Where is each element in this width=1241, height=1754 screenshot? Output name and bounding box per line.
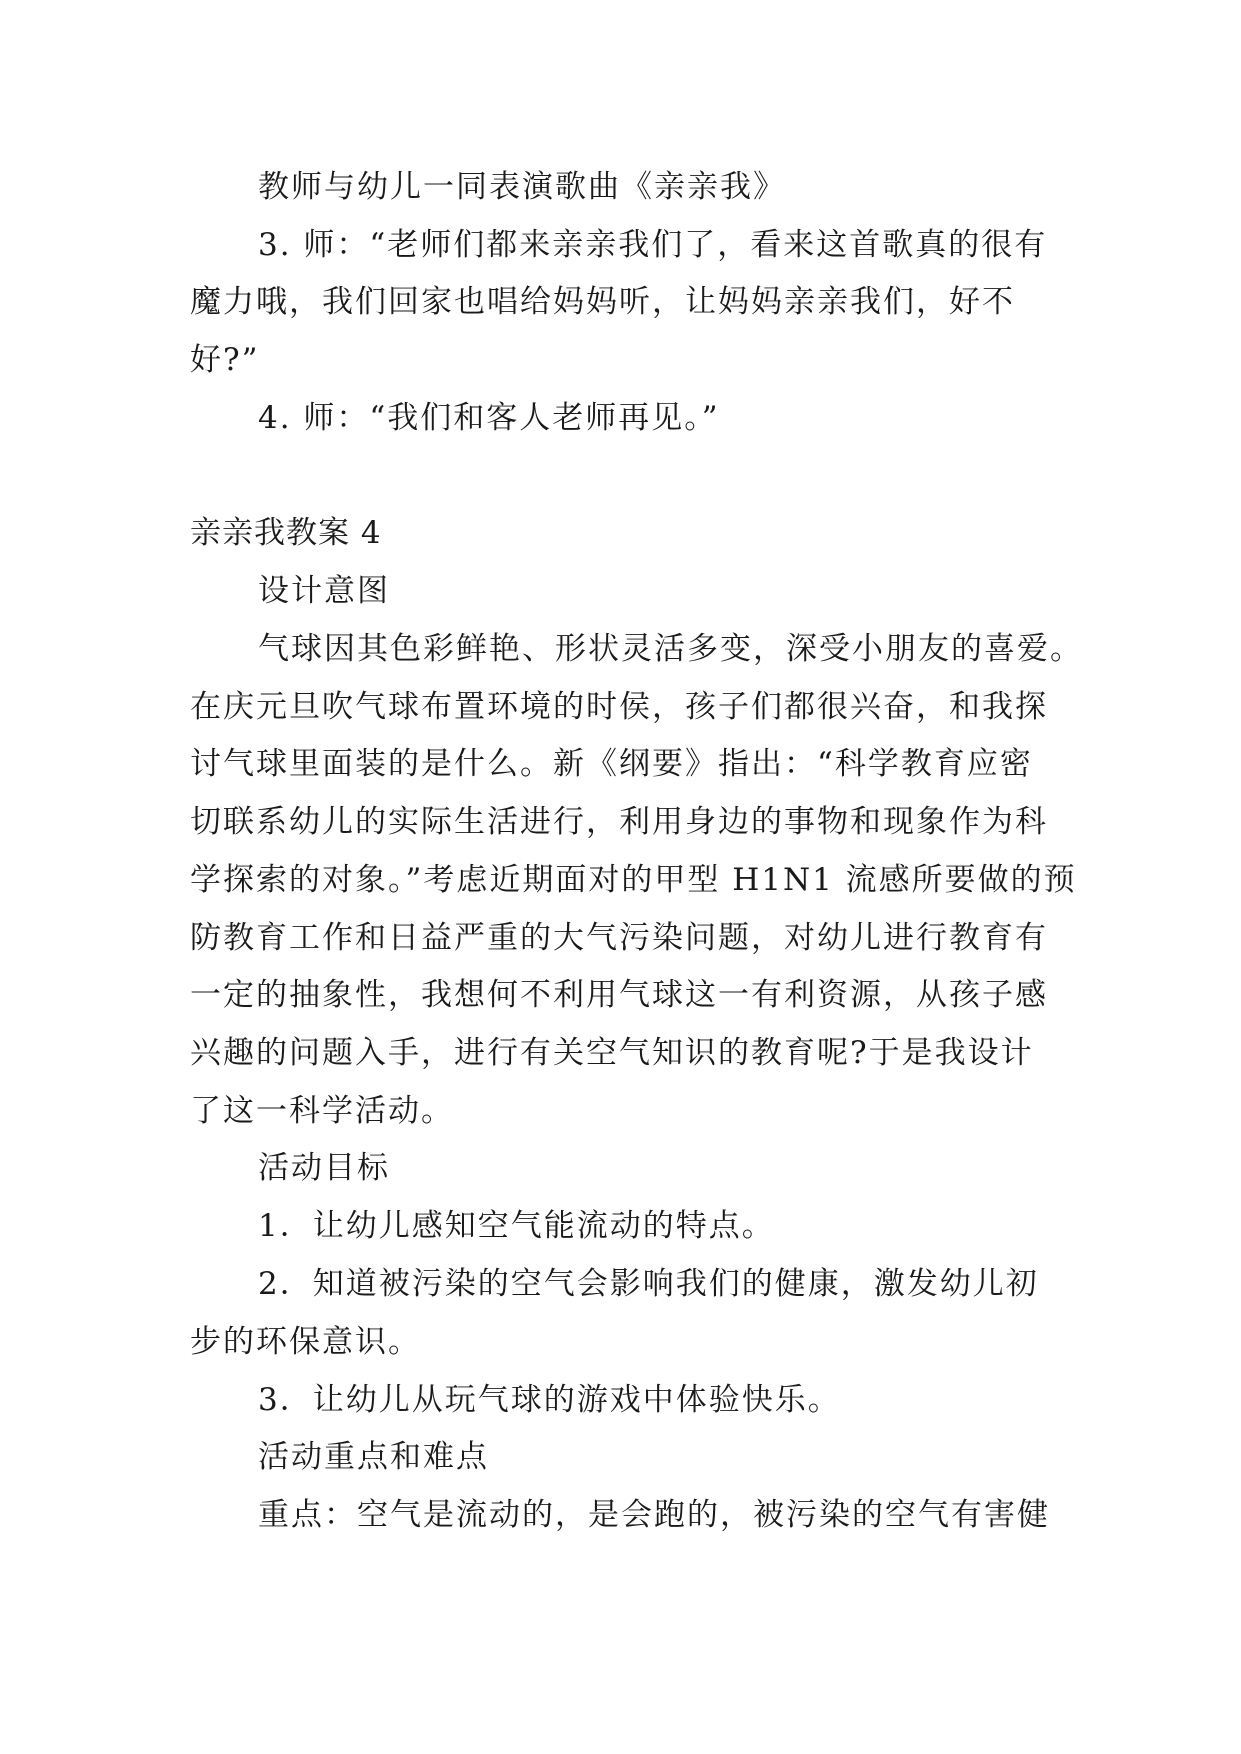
text-line: 3．让幼儿从玩气球的游戏中体验快乐。 bbox=[258, 1382, 841, 1418]
text-line: 气球因其色彩鲜艳、形状灵活多变，深受小朋友的喜爱。 bbox=[258, 631, 1083, 667]
text-line: 了这一科学活动。 bbox=[190, 1093, 454, 1129]
text-line: 在庆元旦吹气球布置环境的时侯，孩子们都很兴奋，和我探 bbox=[190, 689, 1048, 725]
text-line: 切联系幼儿的实际生活进行，利用身边的事物和现象作为科 bbox=[190, 804, 1048, 840]
text-line: 魔力哦，我们回家也唱给妈妈听，让妈妈亲亲我们，好不 bbox=[190, 284, 1015, 320]
text-line: 4. 师：“我们和客人老师再见。” bbox=[258, 400, 720, 436]
subheading-focus-difficulty: 活动重点和难点 bbox=[258, 1439, 489, 1475]
text-line: 防教育工作和日益严重的大气污染问题，对幼儿进行教育有 bbox=[190, 920, 1048, 956]
text-line: 教师与幼儿一同表演歌曲《亲亲我》 bbox=[258, 169, 786, 205]
subheading-activity-goals: 活动目标 bbox=[258, 1150, 390, 1186]
section-heading: 亲亲我教案 4 bbox=[190, 515, 382, 551]
text-line: 讨气球里面装的是什么。新《纲要》指出：“科学教育应密 bbox=[190, 746, 1033, 782]
subheading-design-intent: 设计意图 bbox=[258, 573, 390, 609]
text-line: 兴趣的问题入手，进行有关空气知识的教育呢?于是我设计 bbox=[190, 1035, 1034, 1071]
text-line: 学探索的对象。”考虑近期面对的甲型 H1N1 流感所要做的预 bbox=[190, 862, 1077, 898]
text-line: 2．知道被污染的空气会影响我们的健康，激发幼儿初 bbox=[258, 1266, 1039, 1302]
text-line: 1．让幼儿感知空气能流动的特点。 bbox=[258, 1208, 775, 1244]
text-line: 步的环保意识。 bbox=[190, 1324, 421, 1360]
text-line: 好?” bbox=[190, 342, 260, 378]
text-line: 3. 师：“老师们都来亲亲我们了，看来这首歌真的很有 bbox=[258, 227, 1048, 263]
text-line: 一定的抽象性，我想何不利用气球这一有利资源，从孩子感 bbox=[190, 977, 1048, 1013]
text-line: 重点：空气是流动的，是会跑的，被污染的空气有害健 bbox=[258, 1497, 1050, 1533]
